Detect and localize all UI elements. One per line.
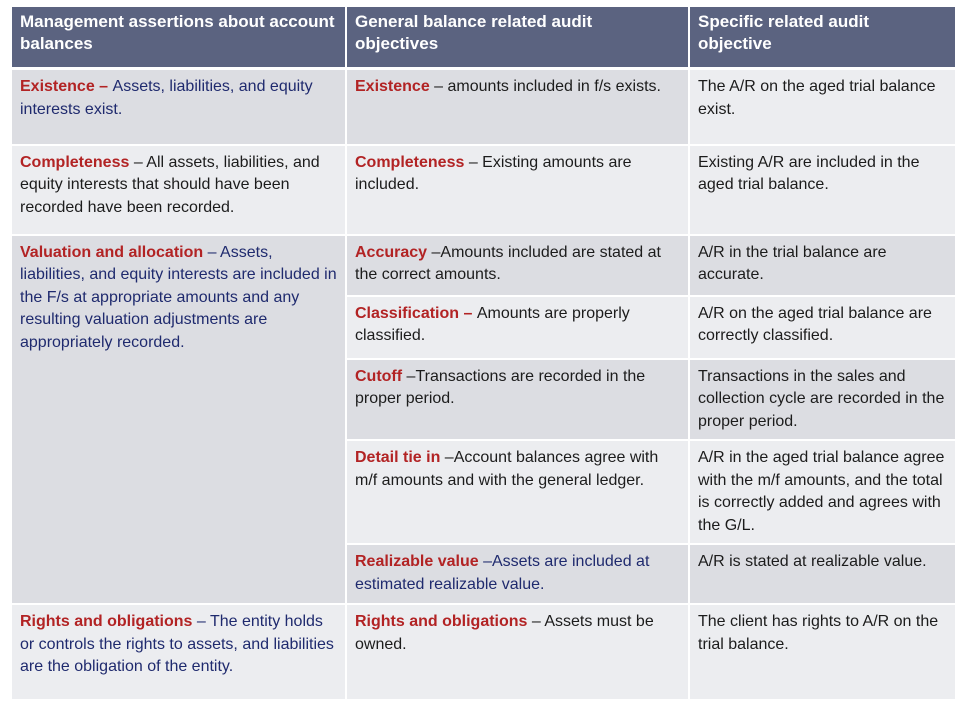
objective-sep: – [478,553,492,570]
objective-term: Rights and obligations [355,613,528,630]
specific-cell-existence: The A/R on the aged trial balance exist. [689,69,955,145]
objective-cell-accuracy [346,235,689,296]
audit-objectives-table-container [12,7,955,701]
objective-desc: amounts included in f/s exists. [447,78,661,95]
assertion-desc: The entity holds or controls the rights to assets, and liabilities are the obligation of the entity. [20,613,334,675]
objective-desc: Amounts included are stated at the correct amounts. [355,243,661,283]
assertion-sep: – [129,153,147,171]
objective-term: Existence [355,78,430,95]
objective-term: Cutoff [355,367,403,385]
objective-cell-completeness [346,145,689,235]
assertion-sep: – [94,78,113,95]
table-row [12,69,955,145]
specific-cell-detail-tie-in: A/R in the aged trial balance agree with the m/f amounts, and the total is correctly added and agrees with the G/L. [689,440,955,544]
header-assertions: Management assertions about account balances [12,7,346,69]
assertion-desc: Assets, liabilities, and equity interests exist. [20,78,313,118]
assertion-desc: Assets, liabilities, and equity interests are included in the F/s at appropriate amounts and any resulting valuation adjustments are appropriately recorded. [20,243,337,351]
specific-cell-completeness: Existing A/R are included in the aged trial balance. [689,145,955,235]
header-specific-objective: Specific related audit objective [689,7,955,69]
table-row [12,145,955,235]
specific-cell-rights: The client has rights to A/R on the trial balance. [689,604,955,700]
assertion-cell-completeness [12,145,346,235]
header-general-objectives: General balance related audit objectives [346,7,689,69]
specific-cell-classification: A/R on the aged trial balance are correctly classified. [689,296,955,359]
objective-term: Classification [355,304,460,322]
assertion-term: Completeness [20,153,130,171]
objective-term: Realizable value [355,553,479,570]
assertion-sep: – [192,613,210,630]
objective-cell-cutoff [346,359,689,441]
header-row [12,7,955,69]
objective-sep: – [459,304,477,322]
objective-desc: Assets are included at estimated realizable value. [355,553,650,593]
specific-cell-accuracy: A/R in the trial balance are accurate. [689,235,955,296]
assertion-term: Valuation and allocation [20,243,204,261]
objective-sep: – [464,153,483,171]
assertion-desc: All assets, liabilities, and equity interests that should have been recorded have been recorded. [20,153,320,216]
assertion-sep: – [203,243,221,261]
assertion-cell-rights [12,604,346,700]
assertion-cell-existence [12,69,346,145]
objective-desc: Existing amounts are included. [355,153,632,193]
objective-sep: – [527,613,545,630]
table-row [12,604,955,700]
objective-desc: Transactions are recorded in the proper period. [355,367,646,407]
objective-desc: Assets must be owned. [355,613,654,653]
objective-cell-classification [346,296,689,359]
assertion-term: Rights and obligations [20,613,193,630]
objective-cell-rights [346,604,689,700]
objective-term: Completeness [355,153,465,171]
objective-term: Accuracy [355,243,428,261]
objective-sep: – [429,78,448,95]
objective-cell-existence [346,69,689,145]
objective-desc: Account balances agree with m/f amounts and with the general ledger. [355,449,659,489]
table-row [12,235,955,296]
assertion-term: Existence [20,78,95,95]
specific-cell-realizable-value: A/R is stated at realizable value. [689,544,955,604]
objective-sep: – [427,243,441,261]
specific-cell-cutoff: Transactions in the sales and collection cycle are recorded in the proper period. [689,359,955,441]
audit-objectives-table [12,7,955,701]
objective-sep: – [402,367,416,385]
assertion-cell-valuation [12,235,346,605]
objective-desc: Amounts are properly classified. [355,304,630,344]
objective-cell-realizable-value [346,544,689,604]
objective-sep: – [440,449,454,466]
objective-term: Detail tie in [355,449,441,466]
objective-cell-detail-tie-in [346,440,689,544]
